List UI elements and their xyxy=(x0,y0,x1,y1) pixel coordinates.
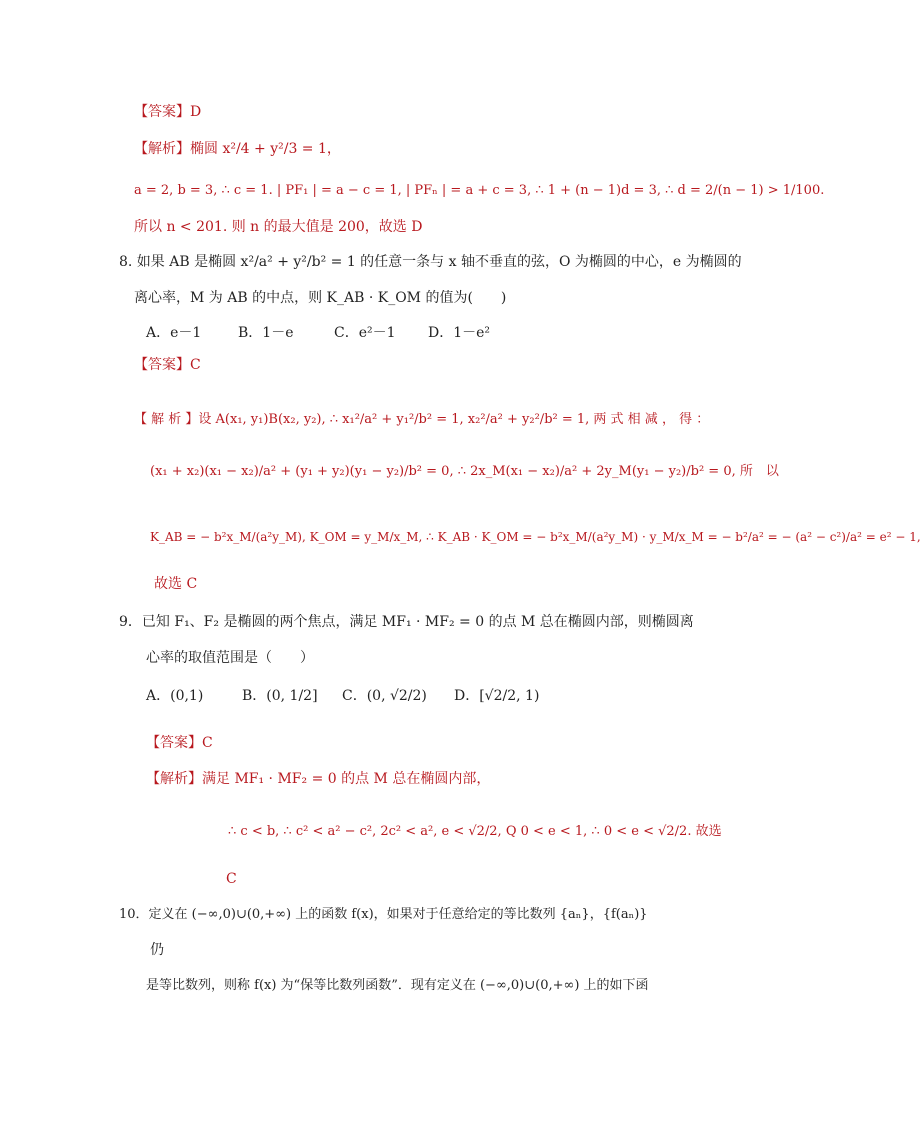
answer-tag: 【答案】 xyxy=(134,104,190,120)
answer-value: C xyxy=(202,735,213,751)
q9-solution-3: C xyxy=(226,871,237,887)
q9-stem-line1: 9．已知 F₁、F₂ 是椭圆的两个焦点，满足 MF₁ · MF₂ = 0 的点 M 总在椭圆内部，则椭圆离 xyxy=(119,614,694,630)
answer-tag: 【答案】 xyxy=(134,357,190,373)
q8-option-a: A．e－1 xyxy=(146,325,202,341)
q8-solution-4: 故选 C xyxy=(154,576,198,592)
q9-option-c: C．(0, √2/2) xyxy=(342,688,427,704)
q8-option-b: B．1－e xyxy=(238,325,294,341)
q9-analysis-line1 xyxy=(146,769,490,789)
answer-tag: 【答案】 xyxy=(146,735,202,751)
analysis-tag: 【解析】 xyxy=(146,771,202,787)
q9-answer-line xyxy=(146,733,213,753)
q8-analysis-line1 xyxy=(134,410,709,430)
q10-stem-line3: 是等比数列，则称 f(x) 为“保等比数列函数”．现有定义在 (−∞,0)∪(0,+∞) 上的如下函 xyxy=(146,978,649,993)
q8-stem-line1: 8. 如果 AB 是椭圆 x²/a² + y²/b² = 1 的任意一条与 x 轴不垂直的弦，O 为椭圆的中心，e 为椭圆的 xyxy=(119,254,742,270)
q10-stem-line2: 仍 xyxy=(150,942,164,958)
q9-option-a: A．(0,1) xyxy=(146,688,204,704)
q9-solution-1: 满足 MF₁ · MF₂ = 0 的点 M 总在椭圆内部， xyxy=(202,771,491,787)
q8-answer-line xyxy=(134,355,201,375)
answer-value: C xyxy=(190,357,201,373)
q9-options xyxy=(146,686,539,706)
analysis-tag: 【 解 析 】 xyxy=(134,412,199,427)
q7-answer-line xyxy=(134,102,201,122)
q8-solution-2: (x₁ + x₂)(x₁ − x₂)/a² + (y₁ + y₂)(y₁ − y₂)/b² = 0, ∴ 2x_M(x₁ − x₂)/a² + 2y_M(y₁ − y₂)/b² = 0, 所 以 xyxy=(150,464,779,479)
q9-option-b: B．(0, 1/2] xyxy=(242,688,318,704)
q8-solution-3: K_AB = − b²x_M/(a²y_M), K_OM = y_M/x_M, ∴ K_AB · K_OM = − b²x_M/(a²y_M) · y_M/x_M = − b²/a² = − (a² − c²)/a² = e² − 1, xyxy=(150,530,921,544)
q8-option-d: D．1－e² xyxy=(428,325,491,341)
q10-stem-line1: 10．定义在 (−∞,0)∪(0,+∞) 上的函数 f(x)，如果对于任意给定的等比数列 {aₙ}，{f(aₙ)} xyxy=(119,907,648,922)
analysis-tag: 【解析】 xyxy=(134,141,190,157)
q8-options xyxy=(146,323,490,343)
q7-analysis-line3: 所以 n < 201. 则 n 的最大值是 200，故选 D xyxy=(134,219,423,235)
q9-stem-line2: 心率的取值范围是（ ） xyxy=(146,650,314,666)
answer-value: D xyxy=(190,104,202,120)
q8-stem-line2: 离心率，M 为 AB 的中点，则 K_AB · K_OM 的值为( ) xyxy=(134,290,507,306)
q8-option-c: C．e²－1 xyxy=(334,325,396,341)
q8-solution-1: 设 A(x₁, y₁)B(x₂, y₂), ∴ x₁²/a² + y₁²/b² = 1, x₂²/a² + y₂²/b² = 1, 两 式 相 减 ， 得 ： xyxy=(198,412,710,427)
q9-solution-2: ∴ c < b, ∴ c² < a² − c², 2c² < a², e < √2/2, Q 0 < e < 1, ∴ 0 < e < √2/2. 故选 xyxy=(228,824,722,839)
q7-analysis-text1: 椭圆 x²/4 + y²/3 = 1， xyxy=(190,141,341,157)
q7-analysis-line1 xyxy=(134,139,341,159)
q9-option-d: D．[√2/2, 1) xyxy=(454,688,540,704)
q7-analysis-line2: a = 2, b = 3, ∴ c = 1. | PF₁ | = a − c = 1, | PFₙ | = a + c = 3, ∴ 1 + (n − 1)d = 3, ∴ d = 2/(n − 1) > 1/100. xyxy=(134,183,825,198)
